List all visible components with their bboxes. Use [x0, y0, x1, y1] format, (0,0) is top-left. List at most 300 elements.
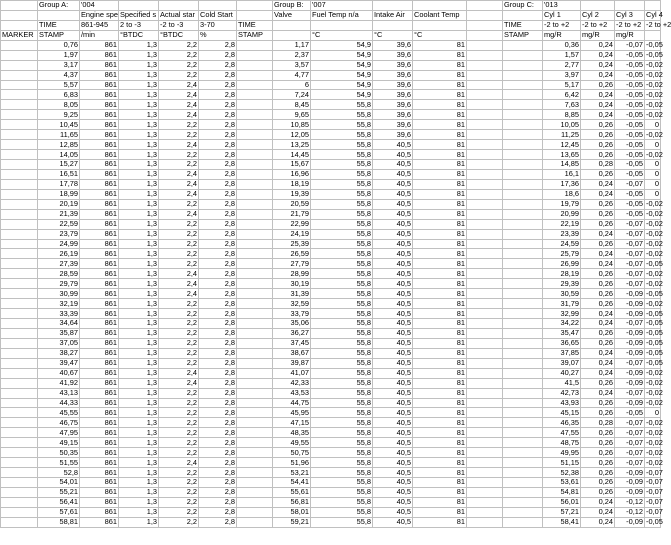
data-cell[interactable]: 15,67 — [273, 160, 311, 170]
data-cell[interactable]: 2,2 — [159, 219, 199, 229]
header-cell[interactable] — [311, 20, 373, 30]
data-cell[interactable]: 2,8 — [199, 160, 237, 170]
data-cell[interactable]: 861 — [80, 140, 119, 150]
data-cell[interactable]: 40,5 — [373, 319, 413, 329]
data-cell[interactable]: 2,8 — [199, 169, 237, 179]
data-cell[interactable]: 58,41 — [543, 517, 581, 527]
data-cell[interactable]: 2,2 — [159, 338, 199, 348]
data-cell[interactable]: 1,3 — [119, 100, 159, 110]
data-cell[interactable] — [503, 438, 543, 448]
data-cell[interactable]: 43,93 — [543, 398, 581, 408]
data-cell[interactable]: 20,19 — [38, 199, 80, 209]
data-cell[interactable]: 14,05 — [38, 150, 80, 160]
data-cell[interactable]: 81 — [413, 70, 467, 80]
data-cell[interactable]: 2,2 — [159, 309, 199, 319]
header-cell[interactable] — [119, 1, 159, 11]
data-cell[interactable] — [237, 80, 273, 90]
data-cell[interactable]: 40,5 — [373, 428, 413, 438]
data-cell[interactable]: 2,8 — [199, 279, 237, 289]
data-cell[interactable]: 47,55 — [543, 428, 581, 438]
data-cell[interactable]: 2,2 — [159, 60, 199, 70]
data-cell[interactable]: 12,05 — [273, 130, 311, 140]
data-cell[interactable]: 0,26 — [581, 209, 615, 219]
data-cell[interactable]: 40,5 — [373, 418, 413, 428]
data-cell[interactable] — [503, 269, 543, 279]
data-cell[interactable]: 1,17 — [273, 40, 311, 50]
data-cell[interactable]: 0,24 — [581, 517, 615, 527]
data-cell[interactable]: 0,28 — [581, 418, 615, 428]
data-cell[interactable]: 2,4 — [159, 289, 199, 299]
data-cell[interactable]: 0 — [645, 408, 661, 418]
data-cell[interactable]: 55,8 — [311, 487, 373, 497]
data-cell[interactable] — [1, 428, 38, 438]
data-cell[interactable]: -0,07 — [646, 467, 663, 477]
data-cell[interactable]: 55,21 — [38, 487, 80, 497]
data-cell[interactable]: 2,8 — [199, 40, 237, 50]
data-cell[interactable]: 81 — [413, 497, 467, 507]
header-cell[interactable] — [413, 20, 467, 30]
data-cell[interactable]: 861 — [80, 209, 119, 219]
data-cell[interactable]: 2,2 — [159, 319, 199, 329]
data-cell[interactable]: 24,99 — [38, 239, 80, 249]
data-cell[interactable] — [503, 319, 543, 329]
data-cell[interactable]: -0,02 — [646, 457, 663, 467]
data-cell[interactable]: 40,5 — [373, 209, 413, 219]
data-cell[interactable]: 1,3 — [119, 468, 159, 478]
data-cell[interactable] — [467, 448, 503, 458]
data-cell[interactable]: -0,09 — [615, 289, 645, 299]
data-cell[interactable]: 16,1 — [543, 169, 581, 179]
data-cell[interactable]: -0,05 — [646, 517, 663, 527]
header-cell[interactable] — [581, 1, 615, 11]
data-cell[interactable]: -0,02 — [646, 99, 663, 109]
data-cell[interactable]: 40,5 — [373, 438, 413, 448]
header-cell[interactable]: mg/R — [615, 30, 645, 40]
data-cell[interactable]: 57,21 — [543, 507, 581, 517]
data-cell[interactable]: 55,8 — [311, 160, 373, 170]
data-cell[interactable]: -0,02 — [646, 378, 663, 388]
data-cell[interactable]: 2,2 — [159, 259, 199, 269]
data-cell[interactable] — [467, 249, 503, 259]
data-cell[interactable]: 8,45 — [273, 100, 311, 110]
data-cell[interactable]: 2,8 — [199, 189, 237, 199]
data-cell[interactable]: 861 — [80, 100, 119, 110]
data-cell[interactable]: -0,07 — [615, 249, 645, 259]
data-cell[interactable]: 55,8 — [311, 438, 373, 448]
data-cell[interactable] — [503, 199, 543, 209]
data-cell[interactable] — [1, 338, 38, 348]
data-cell[interactable]: 0,26 — [581, 199, 615, 209]
data-cell[interactable]: 40,5 — [373, 289, 413, 299]
data-cell[interactable]: 19,79 — [543, 199, 581, 209]
data-cell[interactable]: 17,78 — [38, 179, 80, 189]
data-cell[interactable] — [237, 517, 273, 527]
header-cell[interactable] — [615, 1, 645, 11]
data-cell[interactable] — [1, 50, 38, 60]
data-cell[interactable] — [503, 478, 543, 488]
data-cell[interactable] — [1, 259, 38, 269]
header-cell[interactable] — [1, 1, 38, 11]
data-cell[interactable]: 9,65 — [273, 110, 311, 120]
data-cell[interactable] — [1, 358, 38, 368]
data-cell[interactable]: -0,05 — [615, 50, 645, 60]
data-cell[interactable]: -0,07 — [615, 438, 645, 448]
data-cell[interactable] — [467, 458, 503, 468]
data-cell[interactable] — [467, 60, 503, 70]
data-cell[interactable]: -0,02 — [646, 229, 663, 239]
data-cell[interactable]: -0,02 — [646, 149, 663, 159]
data-cell[interactable] — [503, 468, 543, 478]
data-cell[interactable]: 2,2 — [159, 497, 199, 507]
data-cell[interactable]: 52,8 — [38, 468, 80, 478]
data-cell[interactable]: 1,3 — [119, 269, 159, 279]
data-cell[interactable]: 2,8 — [199, 497, 237, 507]
data-cell[interactable]: 0,24 — [581, 388, 615, 398]
data-cell[interactable]: 861 — [80, 179, 119, 189]
data-cell[interactable]: -0,07 — [615, 219, 645, 229]
data-cell[interactable]: 0,24 — [581, 497, 615, 507]
data-cell[interactable]: 16,51 — [38, 169, 80, 179]
data-cell[interactable]: 1,3 — [119, 368, 159, 378]
data-cell[interactable]: 861 — [80, 150, 119, 160]
data-cell[interactable] — [467, 517, 503, 527]
data-cell[interactable]: 2,8 — [199, 219, 237, 229]
data-cell[interactable]: -0,09 — [615, 299, 645, 309]
data-cell[interactable]: 1,3 — [119, 199, 159, 209]
data-cell[interactable]: -0,02 — [646, 397, 663, 407]
data-cell[interactable]: 7,24 — [273, 90, 311, 100]
data-cell[interactable] — [1, 398, 38, 408]
data-cell[interactable] — [467, 338, 503, 348]
data-cell[interactable] — [467, 70, 503, 80]
data-cell[interactable]: 861 — [80, 309, 119, 319]
data-cell[interactable]: -0,07 — [646, 477, 663, 487]
data-cell[interactable]: 29,39 — [543, 279, 581, 289]
data-cell[interactable]: 81 — [413, 269, 467, 279]
data-cell[interactable] — [467, 279, 503, 289]
data-cell[interactable]: -0,05 — [646, 50, 663, 60]
data-cell[interactable] — [467, 478, 503, 488]
data-cell[interactable]: 861 — [80, 199, 119, 209]
data-cell[interactable]: 2,2 — [159, 428, 199, 438]
data-cell[interactable] — [237, 408, 273, 418]
data-cell[interactable]: 55,8 — [311, 428, 373, 438]
header-cell[interactable]: mg/R — [543, 30, 581, 40]
data-cell[interactable]: 2,2 — [159, 160, 199, 170]
data-cell[interactable]: 1,3 — [119, 309, 159, 319]
data-cell[interactable]: -0,09 — [615, 468, 645, 478]
data-cell[interactable]: 54,01 — [38, 478, 80, 488]
data-cell[interactable] — [467, 120, 503, 130]
data-cell[interactable]: 55,8 — [311, 239, 373, 249]
data-cell[interactable]: 2,8 — [199, 269, 237, 279]
data-cell[interactable]: -0,09 — [615, 348, 645, 358]
data-cell[interactable]: 22,19 — [543, 219, 581, 229]
data-cell[interactable]: 37,05 — [38, 338, 80, 348]
data-cell[interactable]: 18,6 — [543, 189, 581, 199]
data-cell[interactable] — [1, 90, 38, 100]
data-cell[interactable]: 2,8 — [199, 259, 237, 269]
data-cell[interactable] — [503, 487, 543, 497]
data-cell[interactable]: 55,8 — [311, 120, 373, 130]
data-cell[interactable]: 55,8 — [311, 517, 373, 527]
data-cell[interactable]: 0,24 — [581, 70, 615, 80]
data-cell[interactable] — [467, 150, 503, 160]
data-cell[interactable]: 2,4 — [159, 110, 199, 120]
data-cell[interactable]: 23,39 — [543, 229, 581, 239]
data-cell[interactable] — [503, 517, 543, 527]
data-cell[interactable]: 46,75 — [38, 418, 80, 428]
data-cell[interactable]: 10,45 — [38, 120, 80, 130]
data-cell[interactable]: 40,5 — [373, 507, 413, 517]
header-cell[interactable] — [273, 20, 311, 30]
data-cell[interactable]: 861 — [80, 398, 119, 408]
data-cell[interactable]: 81 — [413, 169, 467, 179]
data-cell[interactable] — [237, 239, 273, 249]
data-cell[interactable]: 22,99 — [273, 219, 311, 229]
data-cell[interactable]: 55,8 — [311, 309, 373, 319]
data-cell[interactable] — [467, 259, 503, 269]
data-cell[interactable]: 2,8 — [199, 348, 237, 358]
data-cell[interactable]: 81 — [413, 487, 467, 497]
data-cell[interactable]: 40,5 — [373, 219, 413, 229]
data-cell[interactable] — [467, 368, 503, 378]
data-cell[interactable]: -0,05 — [646, 328, 663, 338]
data-cell[interactable]: 51,15 — [543, 458, 581, 468]
data-cell[interactable]: 2,4 — [159, 269, 199, 279]
data-cell[interactable]: -0,02 — [646, 70, 663, 80]
data-cell[interactable]: 40,5 — [373, 150, 413, 160]
data-cell[interactable]: 3,57 — [273, 60, 311, 70]
data-cell[interactable] — [467, 219, 503, 229]
data-cell[interactable] — [237, 328, 273, 338]
data-cell[interactable]: 2,2 — [159, 299, 199, 309]
data-cell[interactable]: 55,8 — [311, 289, 373, 299]
header-cell[interactable]: -2 to +2 — [543, 20, 581, 30]
data-cell[interactable]: 55,8 — [311, 448, 373, 458]
data-cell[interactable]: 81 — [413, 338, 467, 348]
header-cell[interactable] — [467, 10, 503, 20]
data-cell[interactable]: 0,26 — [581, 438, 615, 448]
data-cell[interactable]: 39,07 — [543, 358, 581, 368]
data-cell[interactable]: 10,05 — [543, 120, 581, 130]
data-cell[interactable]: 1,3 — [119, 130, 159, 140]
header-cell[interactable] — [373, 1, 413, 11]
data-cell[interactable]: 2,2 — [159, 408, 199, 418]
data-cell[interactable]: 81 — [413, 279, 467, 289]
data-cell[interactable]: 81 — [413, 160, 467, 170]
data-cell[interactable]: 81 — [413, 358, 467, 368]
data-cell[interactable]: 55,8 — [311, 110, 373, 120]
data-cell[interactable]: 54,9 — [311, 90, 373, 100]
data-cell[interactable] — [467, 358, 503, 368]
data-cell[interactable] — [503, 249, 543, 259]
data-cell[interactable]: 2,2 — [159, 229, 199, 239]
data-cell[interactable]: -0,09 — [615, 487, 645, 497]
data-cell[interactable] — [237, 70, 273, 80]
data-cell[interactable]: 2,2 — [159, 70, 199, 80]
data-cell[interactable]: 2,4 — [159, 209, 199, 219]
data-cell[interactable]: 43,13 — [38, 388, 80, 398]
data-cell[interactable] — [237, 140, 273, 150]
data-cell[interactable]: 32,99 — [543, 309, 581, 319]
data-cell[interactable]: -0,02 — [646, 89, 663, 99]
data-cell[interactable]: 2,2 — [159, 40, 199, 50]
data-cell[interactable]: 861 — [80, 60, 119, 70]
data-cell[interactable]: 2,2 — [159, 388, 199, 398]
data-cell[interactable]: 861 — [80, 348, 119, 358]
data-cell[interactable]: 7,63 — [543, 100, 581, 110]
header-cell[interactable]: '004 — [80, 1, 119, 11]
header-cell[interactable]: Cyl 2 — [581, 10, 615, 20]
data-cell[interactable] — [237, 299, 273, 309]
data-cell[interactable]: 39,6 — [373, 70, 413, 80]
data-cell[interactable]: 40,5 — [373, 229, 413, 239]
data-cell[interactable]: 55,8 — [311, 388, 373, 398]
data-cell[interactable]: 35,87 — [38, 328, 80, 338]
data-cell[interactable]: 2,77 — [543, 60, 581, 70]
data-cell[interactable] — [467, 388, 503, 398]
data-cell[interactable]: -0,05 — [646, 258, 663, 268]
data-cell[interactable] — [467, 40, 503, 50]
data-cell[interactable]: 36,65 — [543, 338, 581, 348]
data-cell[interactable] — [467, 299, 503, 309]
data-cell[interactable]: 861 — [80, 388, 119, 398]
data-cell[interactable]: 54,9 — [311, 40, 373, 50]
header-cell[interactable] — [503, 10, 543, 20]
data-cell[interactable]: 81 — [413, 388, 467, 398]
data-cell[interactable]: 2,2 — [159, 468, 199, 478]
data-cell[interactable]: 45,15 — [543, 408, 581, 418]
data-cell[interactable]: 861 — [80, 40, 119, 50]
data-cell[interactable]: 2,4 — [159, 100, 199, 110]
data-cell[interactable]: 2,4 — [159, 90, 199, 100]
data-cell[interactable]: 2,8 — [199, 90, 237, 100]
data-cell[interactable]: -0,05 — [615, 60, 645, 70]
data-cell[interactable]: -0,05 — [615, 408, 645, 418]
data-cell[interactable]: 81 — [413, 319, 467, 329]
data-cell[interactable]: 24,59 — [543, 239, 581, 249]
data-cell[interactable] — [467, 497, 503, 507]
data-cell[interactable] — [237, 368, 273, 378]
data-cell[interactable] — [237, 497, 273, 507]
data-cell[interactable] — [237, 50, 273, 60]
data-cell[interactable]: 81 — [413, 398, 467, 408]
data-cell[interactable]: 0,26 — [581, 239, 615, 249]
header-cell[interactable] — [159, 1, 199, 11]
data-cell[interactable]: -0,05 — [646, 318, 663, 328]
data-cell[interactable] — [1, 478, 38, 488]
data-cell[interactable]: 861 — [80, 110, 119, 120]
data-cell[interactable]: 0 — [645, 120, 661, 130]
header-cell[interactable]: Actual star — [159, 10, 199, 20]
data-cell[interactable] — [503, 90, 543, 100]
data-cell[interactable]: 81 — [413, 189, 467, 199]
data-cell[interactable]: 2,8 — [199, 140, 237, 150]
data-cell[interactable]: 2,2 — [159, 239, 199, 249]
data-cell[interactable] — [503, 140, 543, 150]
data-cell[interactable]: 1,3 — [119, 388, 159, 398]
data-cell[interactable]: -0,07 — [615, 279, 645, 289]
data-cell[interactable]: 11,25 — [543, 130, 581, 140]
data-cell[interactable]: 0,24 — [581, 249, 615, 259]
data-cell[interactable]: 2,4 — [159, 189, 199, 199]
data-cell[interactable]: 2,8 — [199, 209, 237, 219]
data-cell[interactable]: 0,26 — [581, 169, 615, 179]
data-cell[interactable]: 42,73 — [543, 388, 581, 398]
header-cell[interactable]: °C — [373, 30, 413, 40]
data-cell[interactable]: 1,3 — [119, 209, 159, 219]
data-cell[interactable]: 2,8 — [199, 517, 237, 527]
data-cell[interactable]: 40,5 — [373, 239, 413, 249]
data-cell[interactable] — [503, 60, 543, 70]
data-cell[interactable]: 40,5 — [373, 249, 413, 259]
data-cell[interactable]: 0,24 — [581, 179, 615, 189]
data-cell[interactable]: 2,2 — [159, 249, 199, 259]
data-cell[interactable]: -0,02 — [646, 447, 663, 457]
data-cell[interactable] — [503, 378, 543, 388]
data-cell[interactable]: 1,3 — [119, 40, 159, 50]
data-cell[interactable]: 26,99 — [543, 259, 581, 269]
data-cell[interactable] — [467, 378, 503, 388]
data-cell[interactable] — [237, 487, 273, 497]
data-cell[interactable]: 54,9 — [311, 80, 373, 90]
data-cell[interactable] — [503, 398, 543, 408]
data-cell[interactable]: 0,24 — [581, 368, 615, 378]
data-cell[interactable]: 21,79 — [273, 209, 311, 219]
data-cell[interactable]: 40,5 — [373, 468, 413, 478]
data-cell[interactable]: 55,8 — [311, 259, 373, 269]
data-cell[interactable] — [503, 189, 543, 199]
data-cell[interactable]: 30,19 — [273, 279, 311, 289]
data-cell[interactable]: 2,8 — [199, 398, 237, 408]
header-cell[interactable]: STAMP — [237, 30, 273, 40]
data-cell[interactable]: 39,6 — [373, 130, 413, 140]
header-cell[interactable]: -2 to +2 — [646, 20, 671, 30]
data-cell[interactable]: 861 — [80, 249, 119, 259]
data-cell[interactable]: 30,99 — [38, 289, 80, 299]
data-cell[interactable] — [1, 408, 38, 418]
data-cell[interactable] — [467, 229, 503, 239]
data-cell[interactable]: 1,3 — [119, 478, 159, 488]
data-cell[interactable] — [237, 418, 273, 428]
header-cell[interactable]: Group A: — [38, 1, 80, 11]
data-cell[interactable]: -0,07 — [615, 229, 645, 239]
data-cell[interactable]: -0,05 — [615, 140, 645, 150]
data-cell[interactable]: 48,75 — [543, 438, 581, 448]
data-cell[interactable]: 2,8 — [199, 229, 237, 239]
data-cell[interactable]: 55,8 — [311, 209, 373, 219]
data-cell[interactable] — [1, 179, 38, 189]
data-cell[interactable]: 13,25 — [273, 140, 311, 150]
data-cell[interactable]: 9,25 — [38, 110, 80, 120]
data-cell[interactable]: 2,8 — [199, 418, 237, 428]
data-cell[interactable]: 55,8 — [311, 179, 373, 189]
data-cell[interactable] — [237, 448, 273, 458]
data-cell[interactable]: 44,75 — [273, 398, 311, 408]
data-cell[interactable]: 39,6 — [373, 90, 413, 100]
data-cell[interactable]: -0,07 — [646, 487, 663, 497]
data-cell[interactable]: 0,26 — [581, 299, 615, 309]
data-cell[interactable]: -0,09 — [615, 517, 645, 527]
data-cell[interactable] — [1, 279, 38, 289]
header-cell[interactable]: -2 to +2 — [581, 20, 615, 30]
data-cell[interactable] — [1, 249, 38, 259]
header-cell[interactable]: '007 — [311, 1, 373, 11]
data-cell[interactable]: 55,8 — [311, 189, 373, 199]
header-cell[interactable]: Coolant Temp — [413, 10, 467, 20]
data-cell[interactable]: 27,39 — [38, 259, 80, 269]
